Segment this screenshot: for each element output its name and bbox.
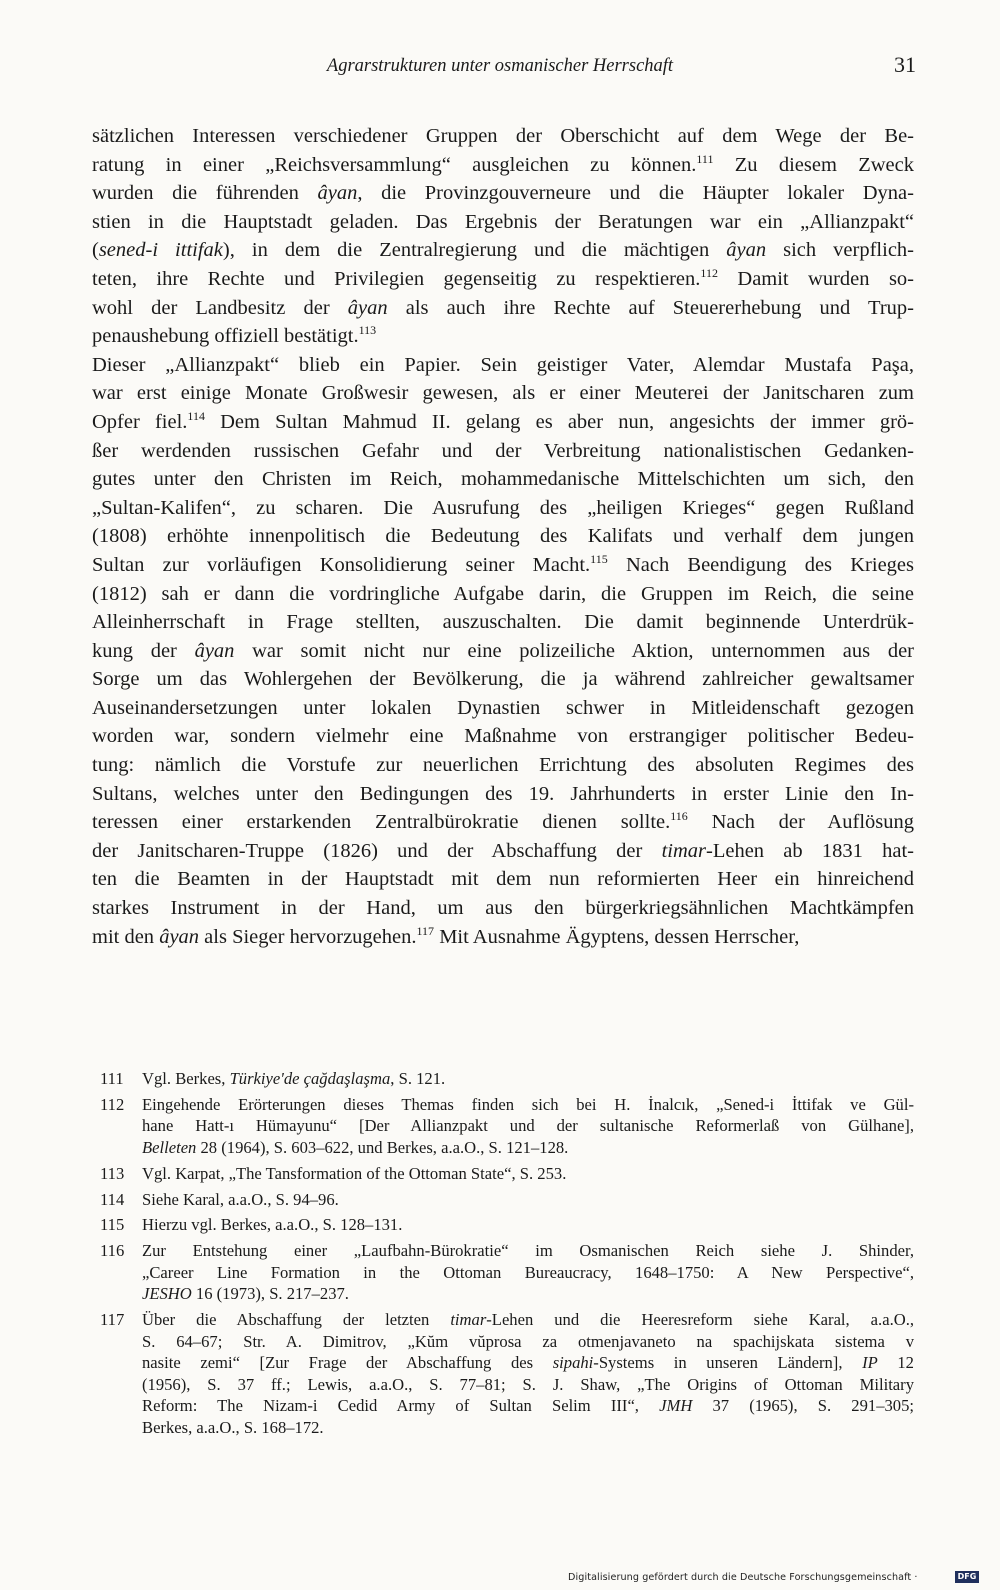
footnote-line bbox=[142, 1094, 914, 1116]
text-run: 37 (1965), S. 291–305; bbox=[692, 1396, 914, 1416]
footnote-number: 114 bbox=[100, 1189, 125, 1209]
body-line bbox=[92, 122, 914, 151]
text-run: Zu diesem Zweck bbox=[713, 153, 914, 176]
text-run: teten, ihre Rechte und Privilegien gegenseitig zu respektieren. bbox=[92, 267, 701, 290]
footnote bbox=[100, 1240, 914, 1305]
text-run: sich verpflich- bbox=[766, 239, 915, 262]
text-run: sätzlichen Interessen verschiedener Gruppen der Oberschicht auf dem Wege der Be- bbox=[92, 125, 914, 147]
text-run: Alleinherrschaft in Frage stellten, auszuschalten. Die damit beginnende Unterdrük- bbox=[92, 611, 914, 634]
body-line bbox=[92, 294, 914, 323]
text-run: Sultan zur vorläufigen Konsolidierung seiner Macht. bbox=[92, 553, 591, 576]
footnote bbox=[100, 1309, 914, 1439]
text-run: mit den bbox=[92, 925, 160, 948]
italic-term: Türkiye'de çağdaşlaşma bbox=[229, 1069, 391, 1088]
text-run: als auch ihre Rechte auf Steuererhebung und Trup- bbox=[387, 296, 914, 319]
body-line bbox=[92, 722, 914, 751]
footnote-reference: 113 bbox=[358, 323, 377, 338]
body-line bbox=[92, 894, 914, 923]
text-run: -Lehen und die Heeresreform siehe Karal, a.a.O., bbox=[486, 1310, 914, 1330]
text-run: Dieser „Allianzpakt“ blieb ein Papier. Sein geistiger Vater, Alemdar Mustafa Paşa, bbox=[92, 353, 914, 376]
text-run: , die Provinzgouverneure und die Häupter lokaler Dyna- bbox=[357, 182, 914, 205]
italic-term: sipahi bbox=[552, 1353, 594, 1373]
body-line bbox=[92, 437, 914, 466]
footnote-line bbox=[142, 1309, 914, 1331]
footnotes bbox=[100, 1068, 914, 1443]
footnote bbox=[100, 1068, 914, 1090]
text-run: Auseinandersetzungen unter lokalen Dynastien schwer in Mitleidenschaft gezogen bbox=[92, 696, 914, 719]
body-text bbox=[92, 122, 914, 951]
text-run: 12 bbox=[877, 1353, 914, 1373]
body-line bbox=[92, 265, 914, 294]
footnote-number: 113 bbox=[100, 1163, 125, 1183]
italic-term: âyan bbox=[317, 182, 358, 205]
body-line bbox=[92, 751, 914, 780]
text-run: Dem Sultan Mahmud II. gelang es aber nun, angesichts der immer grö- bbox=[204, 410, 914, 433]
footnote-reference: 115 bbox=[590, 552, 608, 567]
text-run: stien in die Hauptstadt geladen. Das Ergebnis der Beratungen war ein „Allianzpakt“ bbox=[92, 210, 914, 233]
text-run: Siehe Karal, a.a.O., S. 94–96. bbox=[142, 1189, 339, 1209]
body-line bbox=[92, 179, 914, 208]
text-run: Opfer fiel. bbox=[92, 410, 188, 433]
running-title: Agrarstrukturen unter osmanischer Herrschaft bbox=[326, 56, 674, 76]
italic-term: âyan bbox=[194, 639, 235, 662]
text-run: Sorge um das Wohlergehen der Bevölkerung, die ja während zahlreicher gewaltsamer bbox=[92, 668, 914, 691]
text-run: 28 (1964), S. 603–622, und Berkes, a.a.O., S. 121–128. bbox=[196, 1137, 569, 1157]
text-run: „Career Line Formation in the Ottoman Bureaucracy, 1648–1750: A New Perspective“, bbox=[142, 1262, 914, 1282]
text-run: 16 (1973), S. 217–237. bbox=[191, 1284, 349, 1304]
text-run: penaushebung offiziell bestätigt. bbox=[92, 325, 359, 348]
dfg-logo-icon: DFG bbox=[955, 1571, 979, 1583]
body-line bbox=[92, 351, 914, 380]
footnote-number: 117 bbox=[100, 1310, 125, 1330]
text-run: tung: nämlich die Vorstufe zur neuerlichen Errichtung des absoluten Regimes des bbox=[92, 754, 914, 777]
italic-term: âyan bbox=[159, 925, 200, 948]
footnote-number: 116 bbox=[100, 1241, 125, 1261]
page-header bbox=[0, 52, 1000, 82]
body-line bbox=[92, 379, 914, 408]
body-line bbox=[92, 865, 914, 894]
text-run: wurden die führenden bbox=[92, 182, 318, 205]
footnote-line bbox=[142, 1331, 914, 1353]
body-line bbox=[92, 780, 914, 809]
text-run: Nach Beendigung des Krieges bbox=[607, 553, 914, 576]
footnote-reference: 111 bbox=[696, 151, 714, 166]
footnote-line bbox=[142, 1262, 914, 1284]
italic-term: âyan bbox=[726, 239, 767, 262]
text-run: Reform: The Nizam-i Cedid Army of Sultan Selim III“, bbox=[142, 1396, 660, 1416]
footnote-line bbox=[142, 1352, 914, 1374]
text-run: ßer werdenden russischen Gefahr und der Verbreitung nationalistischen Gedanken- bbox=[92, 439, 914, 462]
footnote-line bbox=[142, 1163, 914, 1185]
body-line bbox=[92, 522, 914, 551]
footnote bbox=[100, 1094, 914, 1159]
footnote-number: 112 bbox=[100, 1094, 125, 1114]
text-run: Nach der Auflösung bbox=[687, 811, 914, 834]
footnote bbox=[100, 1163, 914, 1185]
text-run: (1808) erhöhte innenpolitisch die Bedeutung des Kalifats und verhalf dem jungen bbox=[92, 525, 914, 548]
body-line bbox=[92, 151, 914, 180]
body-line bbox=[92, 923, 914, 952]
text-run: ), in dem die Zentralregierung und die mächtigen bbox=[222, 239, 727, 262]
footnote-reference: 117 bbox=[416, 923, 435, 938]
text-run: kung der bbox=[92, 639, 195, 662]
text-run: wohl der Landbesitz der bbox=[92, 296, 348, 319]
text-run: gutes unter den Christen im Reich, mohammedanische Mittelschichten um sich, den bbox=[92, 468, 914, 491]
text-run: Berkes, a.a.O., S. 168–172. bbox=[142, 1418, 324, 1438]
text-run: hane Hatt-ı Hümayunu“ [Der Allianzpakt und der sultanische Reformerlaß von Gülhane], bbox=[142, 1116, 914, 1136]
page-number: 31 bbox=[894, 52, 916, 77]
footnote-line bbox=[142, 1214, 914, 1236]
italic-term: sened-i ittifak bbox=[98, 239, 223, 262]
footnote-line bbox=[142, 1283, 914, 1305]
body-line bbox=[92, 837, 914, 866]
text-run: Vgl. Berkes, bbox=[142, 1069, 230, 1088]
text-run: ( bbox=[92, 239, 99, 262]
text-run: der Janitscharen-Truppe (1826) und der Abschaffung der bbox=[92, 839, 662, 862]
footnote-line bbox=[142, 1115, 914, 1137]
italic-term: timar bbox=[450, 1310, 487, 1330]
footnote-number: 111 bbox=[100, 1069, 124, 1088]
footnote-line bbox=[142, 1240, 914, 1262]
text-run: starkes Instrument in der Hand, um aus den bürgerkriegsähnlichen Machtkämpfen bbox=[92, 897, 914, 920]
text-run: teressen einer erstarkenden Zentralbürokratie dienen sollte. bbox=[92, 811, 671, 834]
italic-term: âyan bbox=[347, 296, 388, 319]
footnote-reference: 116 bbox=[670, 809, 688, 824]
text-run: -Lehen ab 1831 hat- bbox=[706, 839, 914, 862]
text-run: ten die Beamten in der Hauptstadt mit dem nun reformierten Heer ein hinreichend bbox=[92, 868, 914, 891]
body-line bbox=[92, 408, 914, 437]
text-run: Damit wurden so- bbox=[717, 267, 914, 290]
footnote-line bbox=[142, 1189, 914, 1211]
text-run: Vgl. Karpat, „The Tansformation of the Ottoman State“, S. 253. bbox=[142, 1163, 567, 1183]
body-line bbox=[92, 808, 914, 837]
text-run: (1812) sah er dann die vordringliche Aufgabe darin, die Gruppen im Reich, die seine bbox=[92, 582, 914, 605]
italic-term: JESHO bbox=[142, 1284, 192, 1304]
text-run: als Sieger hervorzugehen. bbox=[199, 925, 417, 948]
footnote-line bbox=[142, 1137, 914, 1159]
text-run: Eingehende Erörterungen dieses Themas finden sich bei H. İnalcık, „Sened-i İttifak ve Gül- bbox=[142, 1094, 914, 1114]
text-run: -Systems in unseren Ländern], bbox=[593, 1353, 863, 1373]
footnote-line bbox=[142, 1395, 914, 1417]
text-run: Mit Ausnahme Ägyptens, dessen Herrscher, bbox=[434, 925, 800, 948]
body-line bbox=[92, 608, 914, 637]
italic-term: timar bbox=[661, 839, 707, 862]
body-line bbox=[92, 236, 914, 265]
text-run: war somit nicht nur eine polizeiliche Aktion, unternommen aus der bbox=[234, 639, 914, 662]
footnote bbox=[100, 1189, 914, 1211]
footnote-number: 115 bbox=[100, 1215, 125, 1235]
text-run: (1956), S. 37 ff.; Lewis, a.a.O., S. 77–81; S. J. Shaw, „The Origins of Ottoman Military bbox=[142, 1374, 914, 1394]
body-line bbox=[92, 465, 914, 494]
italic-term: IP bbox=[862, 1353, 878, 1373]
text-run: „Sultan-Kalifen“, zu scharen. Die Ausrufung des „heiligen Krieges“ gegen Rußland bbox=[92, 496, 914, 519]
footnote-line bbox=[142, 1068, 914, 1090]
italic-term: JMH bbox=[659, 1396, 693, 1416]
body-line bbox=[92, 580, 914, 609]
text-run: worden war, sondern vielmehr eine Maßnahme von erstrangiger politischer Bedeu- bbox=[92, 725, 914, 748]
text-run: Hierzu vgl. Berkes, a.a.O., S. 128–131. bbox=[142, 1215, 403, 1235]
body-line bbox=[92, 322, 914, 351]
footnote-line bbox=[142, 1374, 914, 1396]
text-run: Zur Entstehung einer „Laufbahn-Bürokratie“ im Osmanischen Reich siehe J. Shinder, bbox=[142, 1241, 914, 1261]
text-run: ratung in einer „Reichsversammlung“ ausgleichen zu können. bbox=[92, 153, 697, 176]
body-line bbox=[92, 494, 914, 523]
footnote-reference: 112 bbox=[700, 266, 718, 281]
text-run: nasite zemi“ [Zur Frage der Abschaffung des bbox=[142, 1353, 553, 1373]
body-line bbox=[92, 637, 914, 666]
text-run: Über die Abschaffung der letzten bbox=[142, 1310, 451, 1330]
body-line bbox=[92, 665, 914, 694]
body-line bbox=[92, 694, 914, 723]
footnote-reference: 114 bbox=[187, 409, 205, 424]
text-run: S. 64–67; Str. A. Dimitrov, „Kŭm vŭprosa za otmenjavaneto na spachijskata sistema v bbox=[142, 1331, 914, 1351]
body-line bbox=[92, 551, 914, 580]
footnote bbox=[100, 1214, 914, 1236]
italic-term: Belleten bbox=[142, 1137, 197, 1157]
digitization-credit: Digitalisierung gefördert durch die Deutsche Forschungsgemeinschaft · bbox=[568, 1572, 918, 1583]
body-line bbox=[92, 208, 914, 237]
footnote-line bbox=[142, 1417, 914, 1439]
text-run: Sultans, welches unter den Bedingungen des 19. Jahrhunderts in erster Linie den In- bbox=[92, 782, 914, 805]
text-run: , S. 121. bbox=[390, 1069, 446, 1088]
text-run: war erst einige Monate Großwesir gewesen, als er einer Meuterei der Janitscharen zum bbox=[92, 382, 914, 405]
